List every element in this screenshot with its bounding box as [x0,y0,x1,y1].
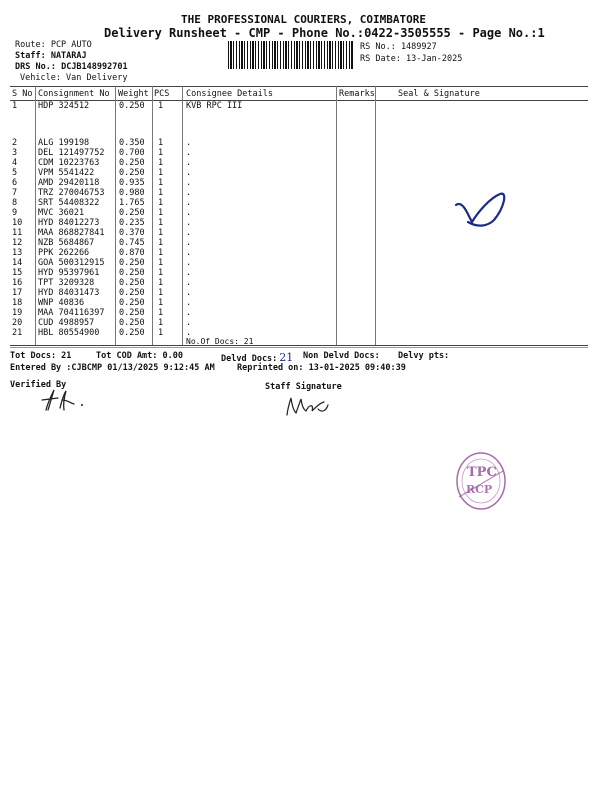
cell-consignment: WNP 40836 [38,298,85,308]
cell-pcs: 1 [158,318,164,328]
cell-consignment: VPM 5541422 [38,168,95,178]
col-divider [182,86,183,345]
cell-pcs: 1 [158,101,164,111]
cell-weight: 0.250 [119,208,145,218]
cell-pcs: 1 [158,158,164,168]
cell-sno: 21 [12,328,23,338]
delvd-docs-label: Delvd Docs: [221,354,278,364]
cell-consignee: . [186,288,192,298]
cell-weight: 1.765 [119,198,145,208]
col-divider [375,86,376,345]
cell-consignee: . [186,278,192,288]
cell-consignee: . [186,248,192,258]
cell-sno: 12 [12,238,23,248]
cell-pcs: 1 [158,228,164,238]
drs-label: DRS No.: [15,62,56,72]
rs-number: RS No.: 1489927 [360,42,437,52]
cell-consignment: DEL 121497752 [38,148,105,158]
staff-signature [282,393,342,421]
cell-weight: 0.250 [119,318,145,328]
cell-consignee: . [186,268,192,278]
cell-consignment: NZB 5684867 [38,238,95,248]
company-title: THE PROFESSIONAL COURIERS, COIMBATORE [181,13,427,26]
cell-consignee: . [186,258,192,268]
cell-consignment: CDM 10223763 [38,158,100,168]
cell-weight: 0.250 [119,258,145,268]
cell-consignee: . [186,138,192,148]
cell-sno: 11 [12,228,23,238]
cell-consignment: ALG 199198 [38,138,90,148]
cell-consignee: . [186,318,192,328]
staff: Staff: NATARAJ [15,51,87,61]
cell-pcs: 1 [158,188,164,198]
col-divider [115,86,116,345]
cell-consignee: . [186,188,192,198]
cell-weight: 0.235 [119,218,145,228]
cell-pcs: 1 [158,198,164,208]
cell-sno: 7 [12,188,18,198]
cell-sno: 4 [12,158,18,168]
col-header-seal-signature: Seal & Signature [398,89,480,99]
rs-date: RS Date: 13-Jan-2025 [360,54,463,64]
route: Route: PCP AUTO [15,40,92,50]
table-header-border [10,100,588,101]
cell-weight: 0.250 [119,278,145,288]
cell-consignment: CUD 4988957 [38,318,95,328]
cell-sno: 5 [12,168,18,178]
col-header-remarks: Remarks [339,89,375,99]
handwritten-signature [438,160,528,255]
cell-consignee: . [186,208,192,218]
cell-weight: 0.980 [119,188,145,198]
cell-pcs: 1 [158,298,164,308]
cell-pcs: 1 [158,308,164,318]
table-top-border [10,86,588,87]
verified-by-label: Verified By [10,380,67,390]
entered-by: Entered By :CJBCMP 01/13/2025 9:12:45 AM [10,363,215,373]
cell-sno: 3 [12,148,18,158]
cell-weight: 0.745 [119,238,145,248]
cell-consignment: HBL 80554900 [38,328,100,338]
cell-consignment: TPT 3209328 [38,278,95,288]
cell-weight: 0.370 [119,228,145,238]
cell-weight: 0.250 [119,268,145,278]
cell-weight: 0.250 [119,168,145,178]
cell-consignee: . [186,298,192,308]
cell-pcs: 1 [158,288,164,298]
cell-consignment: HYD 84031473 [38,288,100,298]
col-divider [152,86,153,345]
cell-pcs: 1 [158,238,164,248]
cell-pcs: 1 [158,268,164,278]
cell-consignment: PPK 262266 [38,248,90,258]
summary-divider [10,347,588,348]
col-header-sno: S No [12,89,33,99]
cell-weight: 0.935 [119,178,145,188]
non-delvd-docs: Non Delvd Docs: [303,351,380,361]
cell-pcs: 1 [158,218,164,228]
cell-sno: 17 [12,288,23,298]
cell-consignee: . [186,228,192,238]
cell-consignment: HDP 324512 [38,101,90,111]
cell-weight: 0.700 [119,148,145,158]
cell-consignee: . [186,328,192,338]
stamp-ring [455,451,507,511]
cell-consignment: MAA 868827841 [38,228,105,238]
col-header-consignee: Consignee Details [186,89,273,99]
tot-docs: Tot Docs: 21 [10,351,72,361]
cell-consignee: . [186,168,192,178]
cell-sno: 9 [12,208,18,218]
col-divider [336,86,337,345]
cell-consignment: AMD 29420118 [38,178,100,188]
cell-sno: 13 [12,248,23,258]
cell-sno: 20 [12,318,23,328]
cell-weight: 0.870 [119,248,145,258]
cell-consignee: . [186,198,192,208]
cell-sno: 10 [12,218,23,228]
cell-weight: 0.250 [119,298,145,308]
cell-consignee: . [186,218,192,228]
cell-sno: 14 [12,258,23,268]
cell-consignment: TRZ 270046753 [38,188,105,198]
drs-number [15,62,128,72]
cell-consignee: . [186,148,192,158]
cell-sno: 1 [12,101,18,111]
col-header-weight: Weight [118,89,149,99]
delvd-docs-handwritten: 21 [279,351,294,364]
cell-consignee: . [186,308,192,318]
cell-pcs: 1 [158,328,164,338]
cell-sno: 15 [12,268,23,278]
cell-consignment: HYD 95397961 [38,268,100,278]
col-divider [35,86,36,345]
cell-pcs: 1 [158,258,164,268]
vehicle: Vehicle: Van Delivery [20,73,128,83]
cell-weight: 0.250 [119,328,145,338]
cell-weight: 0.250 [119,288,145,298]
cell-consignment: MAA 704116397 [38,308,105,318]
cell-consignee: . [186,158,192,168]
cell-pcs: 1 [158,168,164,178]
cell-weight: 0.250 [119,101,145,111]
cell-pcs: 1 [158,278,164,288]
cell-sno: 8 [12,198,18,208]
verifier-signature [38,386,98,416]
barcode [228,41,353,69]
cell-pcs: 1 [158,148,164,158]
delvy-pts: Delvy pts: [398,351,450,361]
cell-pcs: 1 [158,208,164,218]
cell-sno: 19 [12,308,23,318]
cell-consignment: GOA 500312915 [38,258,105,268]
cell-consignment: MVC 36021 [38,208,85,218]
reprinted-on: Reprinted on: 13-01-2025 09:40:39 [237,363,406,373]
cell-sno: 2 [12,138,18,148]
cell-sno: 6 [12,178,18,188]
cell-pcs: 1 [158,248,164,258]
cell-pcs: 1 [158,138,164,148]
tot-cod-amt: Tot COD Amt: 0.00 [96,351,183,361]
company-stamp [455,451,507,511]
cell-consignee: . [186,238,192,248]
stamp-line-2: RCP [466,483,493,496]
no-of-docs: No.Of Docs: 21 [186,337,254,346]
cell-weight: 0.250 [119,158,145,168]
cell-weight: 0.250 [119,308,145,318]
cell-consignment: HYD 84012273 [38,218,100,228]
cell-consignee: . [186,178,192,188]
table-bottom-border [10,345,588,346]
cell-pcs: 1 [158,178,164,188]
col-header-consignment: Consignment No [38,89,110,99]
cell-sno: 18 [12,298,23,308]
cell-weight: 0.350 [119,138,145,148]
staff-signature-label: Staff Signature [265,382,342,392]
stamp-line-1: TPC [467,465,497,480]
runsheet-subtitle: Delivery Runsheet - CMP - Phone No.:0422-3505555 - Page No.:1 [104,26,545,40]
col-header-pcs: PCS [154,89,170,99]
cell-consignee: KVB RPC III [186,101,243,111]
cell-consignment: SRT 54408322 [38,198,100,208]
cell-sno: 16 [12,278,23,288]
drs-value: DCJB148992701 [61,62,128,72]
